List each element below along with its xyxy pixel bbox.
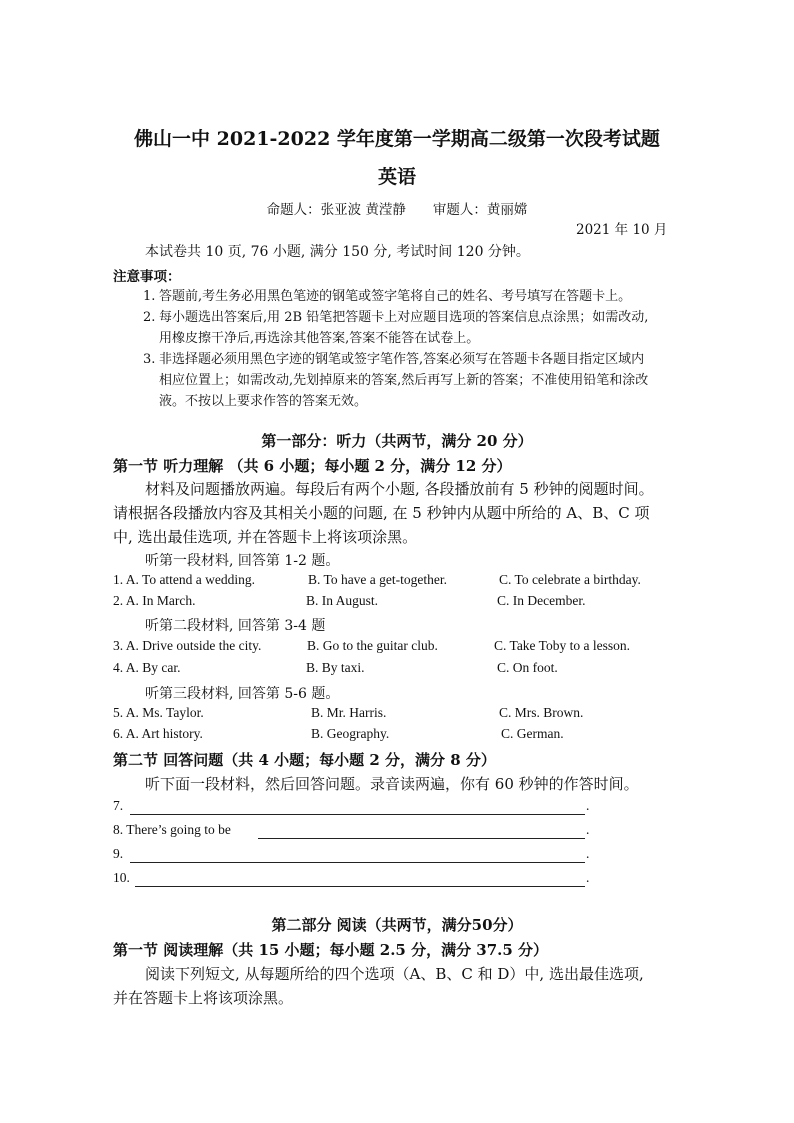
segment-2-label: 听第二段材料, 回答第 3-4 题 xyxy=(145,618,326,634)
question-6-option-c: C. German. xyxy=(501,726,564,741)
note-item-2: 2. 每小题选出答案后,用 2B 铅笔把答题卡上对应题目选项的答案信息点涂黑；如需改动, xyxy=(143,310,649,325)
answer-7-label: 7. xyxy=(113,798,124,813)
segment-1-label: 听第一段材料, 回答第 1-2 题。 xyxy=(145,553,340,569)
answer-8-period: . xyxy=(586,822,590,837)
part1-heading: 第一部分：听力（共两节，满分 20 分） xyxy=(261,432,533,450)
question-4-option-c: C. On foot. xyxy=(497,660,558,675)
question-5-option-c: C. Mrs. Brown. xyxy=(499,705,584,720)
part2-instruction-1: 阅读下列短文, 从每题所给的四个选项（A、B、C 和 D）中, 选出最佳选项, xyxy=(145,965,644,983)
question-5-option-a: 5. A. Ms. Taylor. xyxy=(113,705,204,720)
question-3-option-b: B. Go to the guitar club. xyxy=(307,638,438,653)
answer-9-period: . xyxy=(586,846,590,861)
exam-subject: 英语 xyxy=(377,166,416,188)
part1-instruction-3: 中, 选出最佳选项, 并在答题卡上将该项涂黑。 xyxy=(113,528,418,546)
exam-title: 佛山一中 2021-2022 学年度第一学期高二级第一次段考试题 xyxy=(134,128,660,150)
question-1-option-c: C. To celebrate a birthday. xyxy=(499,572,641,587)
question-6-option-b: B. Geography. xyxy=(311,726,390,741)
question-4-option-a: 4. A. By car. xyxy=(113,660,181,675)
answer-8-label: 8. There’s going to be xyxy=(113,822,231,837)
notes-heading: 注意事项： xyxy=(113,269,181,285)
question-2-option-b: B. In August. xyxy=(306,593,379,608)
note-item-3-cont-1: 相应位置上；如需改动,先划掉原来的答案,然后再写上新的答案；不准使用铅笔和涂改 xyxy=(159,373,649,388)
question-5-option-b: B. Mr. Harris. xyxy=(311,705,387,720)
part2-heading: 第二部分 阅读（共两节，满分50分） xyxy=(271,916,523,934)
answer-7-line xyxy=(130,814,585,815)
question-6-option-a: 6. A. Art history. xyxy=(113,726,203,741)
question-4-option-b: B. By taxi. xyxy=(306,660,365,675)
question-1-option-b: B. To have a get-together. xyxy=(308,572,448,587)
part1-section2-instruction: 听下面一段材料，然后回答问题。录音读两遍，你有 60 秒钟的作答时间。 xyxy=(145,775,639,793)
note-item-1: 1. 答题前,考生务必用黑色笔迹的钢笔或签字笔将自己的姓名、考号填写在答题卡上。 xyxy=(143,289,632,304)
part1-instruction-2: 请根据各段播放内容及其相关小题的问题, 在 5 秒钟内从题中所给的 A、B、C 项 xyxy=(113,504,650,522)
note-item-2-cont: 用橡皮擦干净后,再选涂其他答案,答案不能答在试卷上。 xyxy=(159,331,480,346)
note-item-3: 3. 非选择题必须用黑色字迹的钢笔或签字笔作答,答案必须写在答题卡各题目指定区域内 xyxy=(143,352,645,367)
answer-8-line xyxy=(258,838,585,839)
question-1-option-a: 1. A. To attend a wedding. xyxy=(113,572,256,587)
part1-section2-heading: 第二节 回答问题（共 4 小题；每小题 2 分，满分 8 分） xyxy=(113,751,496,769)
segment-3-label: 听第三段材料, 回答第 5-6 题。 xyxy=(145,686,340,702)
part2-section1-heading: 第一节 阅读理解（共 15 小题；每小题 2.5 分，满分 37.5 分） xyxy=(113,941,549,959)
question-3-option-a: 3. A. Drive outside the city. xyxy=(113,638,262,653)
exam-date: 2021 年 10 月 xyxy=(576,222,668,238)
question-3-option-c: C. Take Toby to a lesson. xyxy=(494,638,630,653)
answer-10-line xyxy=(135,886,585,887)
part1-instruction-1: 材料及问题播放两遍。每段后有两个小题, 各段播放前有 5 秒钟的阅题时间。 xyxy=(145,480,654,498)
part1-section1-heading: 第一节 听力理解 （共 6 小题；每小题 2 分，满分 12 分） xyxy=(113,457,512,475)
question-2-option-a: 2. A. In March. xyxy=(113,593,196,608)
exam-intro: 本试卷共 10 页, 76 小题, 满分 150 分, 考试时间 120 分钟。 xyxy=(145,244,530,260)
answer-10-period: . xyxy=(586,870,590,885)
answer-10-label: 10. xyxy=(113,870,130,885)
question-2-option-c: C. In December. xyxy=(497,593,586,608)
note-item-3-cont-2: 液。不按以上要求作答的答案无效。 xyxy=(159,394,368,409)
exam-authors: 命题人：张亚波 黄滢静 审题人：黄丽嫦 xyxy=(266,202,528,218)
answer-9-label: 9. xyxy=(113,846,124,861)
answer-9-line xyxy=(130,862,585,863)
answer-7-period: . xyxy=(586,798,590,813)
part2-instruction-2: 并在答题卡上将该项涂黑。 xyxy=(113,989,294,1007)
